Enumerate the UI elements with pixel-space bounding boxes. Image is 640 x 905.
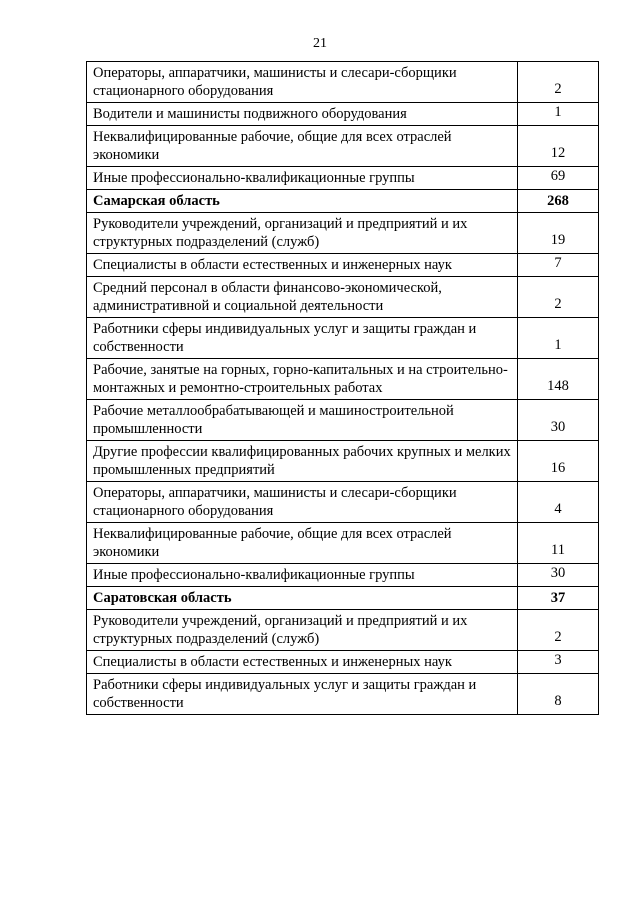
- row-label: Неквалифицированные рабочие, общие для всех отраслей экономики: [87, 523, 518, 564]
- region-label: Самарская область: [87, 190, 518, 213]
- row-label: Руководители учреждений, организаций и предприятий и их структурных подразделений (служб): [87, 213, 518, 254]
- row-label: Неквалифицированные рабочие, общие для всех отраслей экономики: [87, 126, 518, 167]
- row-value: 16: [518, 441, 599, 482]
- row-value: 1: [518, 103, 599, 126]
- row-label: Иные профессионально-квалификационные группы: [87, 167, 518, 190]
- table-row: [87, 441, 599, 482]
- row-value: 148: [518, 359, 599, 400]
- table-row: [87, 482, 599, 523]
- row-value: 2: [518, 62, 599, 103]
- row-label: Руководители учреждений, организаций и предприятий и их структурных подразделений (служб): [87, 610, 518, 651]
- table-row: [87, 610, 599, 651]
- row-label: Работники сферы индивидуальных услуг и защиты граждан и собственности: [87, 674, 518, 715]
- region-total: 268: [518, 190, 599, 213]
- row-label: Операторы, аппаратчики, машинисты и слесари-сборщики стационарного оборудования: [87, 482, 518, 523]
- row-label: Рабочие, занятые на горных, горно-капитальных и на строительно-монтажных и ремонтно-строительных работах: [87, 359, 518, 400]
- table-row: [87, 167, 599, 190]
- row-label: Другие профессии квалифицированных рабочих крупных и мелких промышленных предприятий: [87, 441, 518, 482]
- region-row: [87, 587, 599, 610]
- row-label: Операторы, аппаратчики, машинисты и слесари-сборщики стационарного оборудования: [87, 62, 518, 103]
- row-value: 11: [518, 523, 599, 564]
- row-label: Специалисты в области естественных и инженерных наук: [87, 651, 518, 674]
- row-value: 2: [518, 277, 599, 318]
- row-label: Водители и машинисты подвижного оборудования: [87, 103, 518, 126]
- row-label: Специалисты в области естественных и инженерных наук: [87, 254, 518, 277]
- table-row: [87, 359, 599, 400]
- table-row: [87, 62, 599, 103]
- table-row: [87, 400, 599, 441]
- region-row: [87, 190, 599, 213]
- table-row: [87, 318, 599, 359]
- region-total: 37: [518, 587, 599, 610]
- row-label: Работники сферы индивидуальных услуг и защиты граждан и собственности: [87, 318, 518, 359]
- row-value: 7: [518, 254, 599, 277]
- table-row: [87, 103, 599, 126]
- table-row: [87, 674, 599, 715]
- table-row: [87, 564, 599, 587]
- row-label: Рабочие металлообрабатывающей и машиностроительной промышленности: [87, 400, 518, 441]
- row-value: 4: [518, 482, 599, 523]
- row-value: 12: [518, 126, 599, 167]
- table-row: [87, 254, 599, 277]
- table-row: [87, 277, 599, 318]
- row-value: 30: [518, 564, 599, 587]
- table-row: [87, 213, 599, 254]
- table-row: [87, 126, 599, 167]
- row-label: Средний персонал в области финансово-экономической, административной и социальной деятельности: [87, 277, 518, 318]
- region-label: Саратовская область: [87, 587, 518, 610]
- row-value: 2: [518, 610, 599, 651]
- table-row: [87, 523, 599, 564]
- row-value: 3: [518, 651, 599, 674]
- row-value: 69: [518, 167, 599, 190]
- row-value: 8: [518, 674, 599, 715]
- row-value: 19: [518, 213, 599, 254]
- page-number: 21: [313, 36, 327, 51]
- row-label: Иные профессионально-квалификационные группы: [87, 564, 518, 587]
- row-value: 30: [518, 400, 599, 441]
- table-row: [87, 651, 599, 674]
- row-value: 1: [518, 318, 599, 359]
- occupation-table: [86, 61, 599, 715]
